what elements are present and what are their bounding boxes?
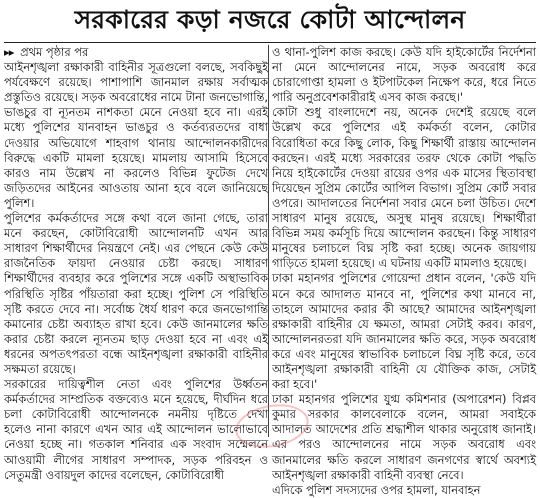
continuation-arrows-icon: ▸▸ (4, 45, 14, 59)
left-paragraph-3: সরকারের দায়িত্বশীল নেতা এবং পুলিশের উর্ধ্বতন কর্মকর্তাদের সাম্প্রতিক বক্তব্যেও মনে হয়েছে, দীর্ঘদিন ধরে চলা কোটাবিরোধী আন্দোলনকে নমনীয় দৃষ্টিতে দেখা হলেও নানা কারণে এখন আর এই আন্দোলন ভালোভাবে নেওয়া হচ্ছে না। গতকাল শনিবার এক সংবাদ সম্মেলনে আওয়ামী লীগের সাধারণ সম্পাদক, সড়ক পরিবহন ও সেতুমন্ত্রী ওবায়দুল কাদের বলেছেন, কোটাবিরোধী (4, 377, 268, 482)
right-column (272, 45, 536, 497)
left-paragraph-2: পুলিশের কর্মকর্তাদের সঙ্গে কথা বলে জানা গেছে, তারা মনে করছেন, কোটাবিরোধী আন্দোলনটি এখন আর সাধারণ শিক্ষার্থীদের নিয়ন্ত্রণে নেই। এর পেছনে কেউ কেউ রাজনৈতিক ফায়দা নেওয়ার চেষ্টা করছে। সাধারণ শিক্ষার্থীদের ব্যবহার করে পুলিশের সঙ্গে একটি অস্থাভাবিক পরিস্থিতি সৃষ্টির পাঁয়তারা করা হচ্ছে। পুলিশ সে পরিস্থিতি সৃষ্টি করতে দেবে না। সর্বোচ্চ ধৈর্য ধারণ করে জনভোগান্তি কমানোর চেষ্টা অব্যাহত রাখা হবে। কেউ জানমালের ক্ষতি করার চেষ্টা করলে ন্যূনতম ছাড় দেওয়া হবে না এবং এই ধরনের অপতৎপরতা বন্ধে আইনশৃঙ্খলা রক্ষাকারী বাহিনীর সক্ষমতা রয়েছে। (4, 211, 268, 376)
column-divider (268, 45, 269, 437)
left-column (4, 45, 268, 482)
right-paragraph-4: ঢাকা মহানগর পুলিশের যুগ্ম কমিশনার (অপারেশন) বিপ্লব কুমার সরকার কালবেলাকে বলেন, আমরা সবাইকে আদালত আদেশের প্রতি শ্রদ্ধাশীল থাকার অনুরোধ জানাই। এর পরও আন্দোলনের নামে সড়ক অবরোধ এবং জানমালের ক্ষতি করলে সাধারণ জনগণের স্বার্থে অবশ্যই আইনশৃঙ্খলা রক্ষাকারী বাহিনী ব্যবস্থা নেবে। (272, 392, 536, 482)
continuation-line (4, 45, 268, 60)
right-paragraph-1: ও থানা-পুলিশ কাজ করছে। কেউ যদি হাইকোর্টের নির্দেশনা না মেনে আন্দোলনের নামে, সড়ক অবরোধ করে চোরাগোপ্তা হামলা ও ইটপাটকেল নিক্ষেপ করে, ধরে নিতে পারি অনুপ্রবেশকারীরাই এসব কাজ করছে।' (272, 45, 536, 105)
headline: সরকারের কড়া নজরে কোটা আন্দোলন (74, 5, 466, 34)
right-paragraph-2: কোটা শুধু বাংলাদেশে নয়, অনেক দেশেই রয়েছে বলে উল্লেখ করে পুলিশের এই কর্মকর্তা বলেন, কোটার বিরোধিতা করে কিছু লোক, কিছু শিক্ষার্থী রাস্তায় আন্দোলন করছেন। এরই মধ্যে সরকারের তরফ থেকে কোটা পদ্ধতি নিয়ে হাইকোর্টের দেওয়া রায়ের ওপর এক মাসের স্থিতাবস্থা দিয়েছেন সুপ্রিম কোর্টের আপিল বিভাগ। সুপ্রিম কোর্ট সবার ওপরে। আদালতের নির্দেশনা সবার মেনে চলা উচিত। দেশে সাধারণ মানুষ রয়েছে, অসুস্থ মানুষ রয়েছে। শিক্ষার্থীরা বিভিন্ন সময় কর্মসূচি দিয়ে আন্দোলন করছেন। কিন্তু সাধারণ মানুষের চলাচলে বিঘ্ন সৃষ্টি করা হচ্ছে। অনেক জায়গায় গাড়িতে হামলা হয়েছে। এ ঘটনায় একটি মামলাও হয়েছে। (272, 105, 536, 271)
left-paragraph-1: আইনশৃঙ্খলা রক্ষাকারী বাহিনীর সূত্রগুলো বলছে, সবকিছুই পর্যবেক্ষণে রয়েছে। পাশাপাশি জানমাল রক্ষায় সর্বাত্মক প্রস্তুতিও রয়েছে। সড়ক অবরোধের নামে টানা জনভোগান্তি, ভাঙচুর বা ন্যূনতম নাশকতা মেনে নেওয়া হবে না। এরই মধ্যে পুলিশের যানবাহন ভাঙচুর ও কর্তব্যরতদের বাধা দেওয়ার অভিযোগে শাহবাগ থানায় আন্দোলনকারীদের বিরুদ্ধে একটি মামলা হয়েছে। মামলায় আসামি হিসেবে কারও নাম উল্লেখ না করলেও বিভিন্ন ফুটেজ দেখে জড়িতদের আইনের আওতায় আনা হবে বলে জানিয়েছে পুলিশ। (4, 60, 268, 210)
headline-rule (4, 42, 536, 43)
right-paragraph-5: এদিকে পুলিশ সদস্যদের ওপর হামলা, যানবাহন (272, 482, 481, 497)
continuation-label: প্রথম পৃষ্ঠার পর (20, 45, 89, 59)
right-paragraph-3: ঢাকা মহানগর পুলিশের গোয়েন্দা প্রধান বলেন, 'কেউ যদি মনে করে আদালত মানবে না, পুলিশের কথা মানবে না, তাহলে আমাদের করার কী আছে? আমাদের আইনশৃঙ্খলা রক্ষাকারী বাহিনীর যে ক্ষমতা, আমরা সেটাই করব। কারণ, আন্দোলনরতরা যদি জানমালের ক্ষতি করে, সড়ক অবরোধ করে এবং মানুষের স্বাভাবিক চলাচলে বিঘ্ন সৃষ্টি করে, তবে আইনশৃঙ্খলা রক্ষাকারী বাহিনী যে যৌক্তিক কাজ, সেটাই করা হবে।' (272, 271, 536, 392)
